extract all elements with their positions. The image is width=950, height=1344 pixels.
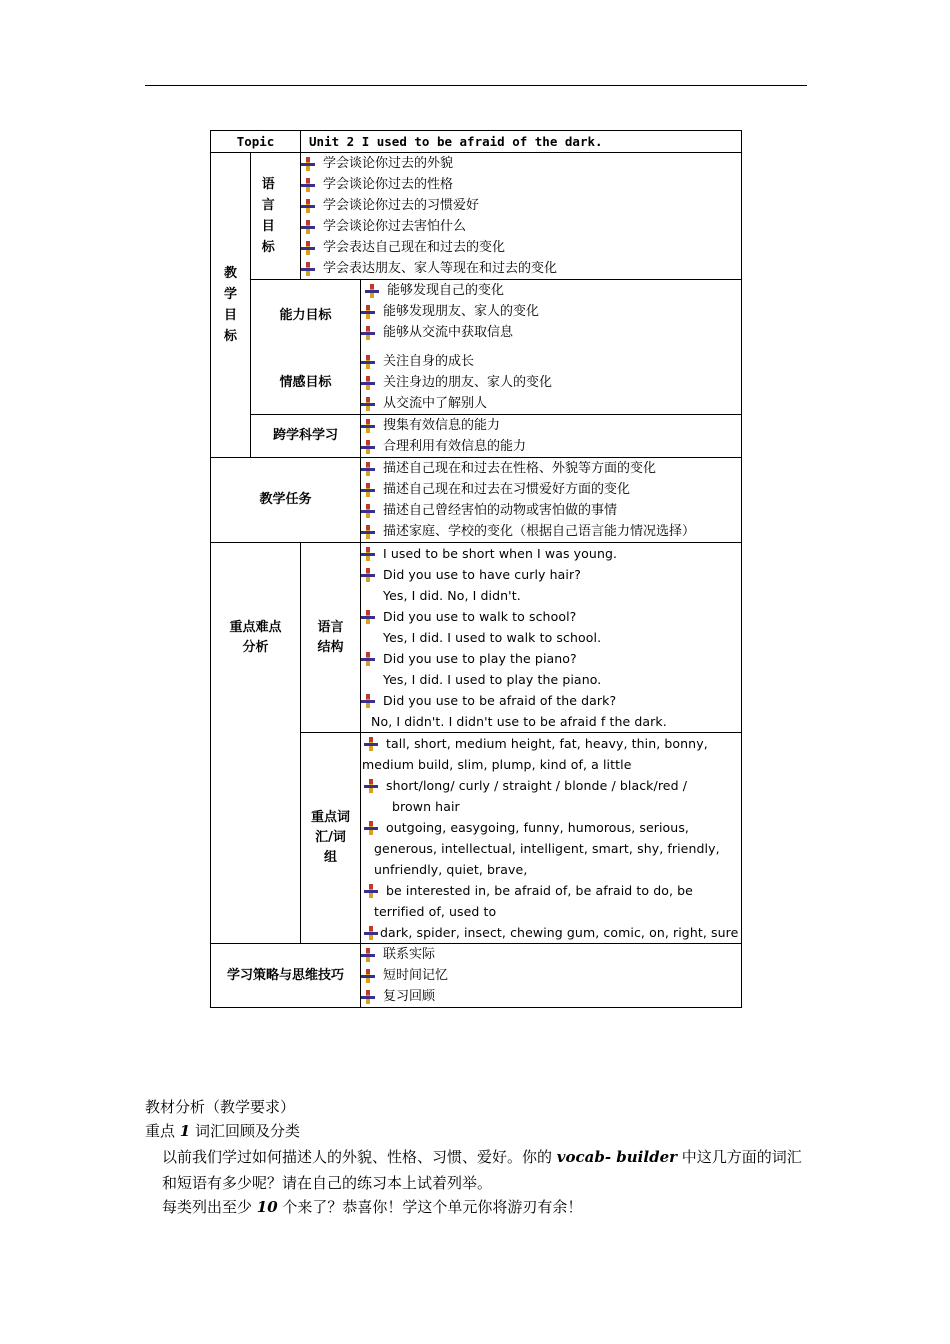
- emotion-goals-label: 情感目标: [279, 375, 332, 390]
- list-item: 学会表达朋友、家人等现在和过去的变化: [301, 258, 741, 279]
- lesson-plan-table: [210, 130, 742, 1008]
- tasks-list: [361, 458, 742, 543]
- structure-list: [361, 543, 742, 733]
- list-item: short/long/ curly / straight / blonde / black/red /: [362, 775, 741, 796]
- bullet-icon: [361, 547, 375, 561]
- bullet-icon: [301, 157, 315, 171]
- bullet-icon: [361, 376, 375, 390]
- list-item: 能够发现朋友、家人的变化: [361, 301, 741, 322]
- list-item: Did you use to have curly hair?: [361, 564, 741, 585]
- list-item: Did you use to play the piano?: [361, 648, 741, 669]
- list-item: 从交流中了解别人: [361, 393, 741, 414]
- list-item: 关注自身的成长: [361, 351, 741, 372]
- bullet-icon: [364, 737, 378, 751]
- list-item: Yes, I did. No, I didn't.: [383, 588, 521, 603]
- topic-label: Topic: [211, 131, 301, 153]
- list-item: 联系实际: [361, 944, 741, 965]
- bullet-icon: [361, 504, 375, 518]
- bullet-icon: [361, 610, 375, 624]
- list-item: Yes, I did. I used to walk to school.: [383, 630, 602, 645]
- bullet-icon: [361, 326, 375, 340]
- key-points-label: 重点难点分析: [211, 543, 301, 944]
- strategy-label: 学习策略与思维技巧: [211, 944, 361, 1008]
- list-item: 合理利用有效信息的能力: [361, 436, 741, 457]
- paragraph-line: 和短语有多少呢？请在自己的练习本上试着列举。: [162, 1174, 493, 1192]
- bullet-icon: [301, 262, 315, 276]
- bullet-icon: [365, 284, 379, 298]
- key-point-heading: 重点 1 词汇回顾及分类: [145, 1122, 300, 1140]
- list-item: 描述家庭、学校的变化（根据自己语言能力情况选择）: [361, 521, 741, 542]
- list-item: I used to be short when I was young.: [361, 543, 741, 564]
- bullet-icon: [361, 440, 375, 454]
- structure-label: 语言结构: [301, 543, 361, 733]
- list-item: Did you use to walk to school?: [361, 606, 741, 627]
- bullet-icon: [361, 419, 375, 433]
- list-item: No, I didn't. I didn't use to be afraid f the dark.: [371, 714, 667, 729]
- list-item: Did you use to be afraid of the dark?: [361, 690, 741, 711]
- language-goals-list: [301, 153, 742, 280]
- list-item: dark, spider, insect, chewing gum, comic, on, right, sure: [362, 922, 741, 943]
- list-item: 能够发现自己的变化: [361, 280, 741, 301]
- bullet-icon: [361, 694, 375, 708]
- list-item: terrified of, used to: [374, 904, 497, 919]
- list-item: Yes, I did. I used to play the piano.: [383, 672, 602, 687]
- section-heading: 教材分析（教学要求）: [145, 1098, 296, 1116]
- language-goals-label: 语言目标: [251, 153, 286, 280]
- list-item: 学会谈论你过去的性格: [301, 174, 741, 195]
- bullet-icon: [364, 926, 378, 940]
- list-item: outgoing, easygoing, funny, humorous, serious,: [362, 817, 741, 838]
- bullet-icon: [301, 241, 315, 255]
- header-rule: [145, 85, 807, 86]
- list-item: 学会表达自己现在和过去的变化: [301, 237, 741, 258]
- list-item: brown hair: [392, 799, 460, 814]
- list-item: 学会谈论你过去害怕什么: [301, 216, 741, 237]
- ability-goals-label: 能力目标: [279, 308, 332, 323]
- vocab-label: 重点词汇/词组: [301, 733, 361, 944]
- bullet-icon: [361, 525, 375, 539]
- bullet-icon: [361, 990, 375, 1004]
- bullet-icon: [361, 969, 375, 983]
- list-item: 描述自己现在和过去在习惯爱好方面的变化: [361, 479, 741, 500]
- tasks-label: 教学任务: [211, 458, 361, 543]
- ability-emotion-list: [361, 280, 742, 415]
- list-item: 描述自己曾经害怕的动物或害怕做的事情: [361, 500, 741, 521]
- bullet-icon: [364, 884, 378, 898]
- list-item: unfriendly, quiet, brave,: [374, 862, 528, 877]
- cross-subject-label: 跨学科学习: [251, 415, 361, 458]
- bullet-icon: [361, 483, 375, 497]
- list-item: 搜集有效信息的能力: [361, 415, 741, 436]
- list-item: 描述自己现在和过去在性格、外貌等方面的变化: [361, 458, 741, 479]
- cross-subject-list: [361, 415, 742, 458]
- list-item: 能够从交流中获取信息: [361, 322, 741, 343]
- vocab-list: [361, 733, 742, 944]
- bullet-icon: [301, 220, 315, 234]
- ability-emotion-labels: [251, 280, 361, 415]
- list-item: 复习回顾: [361, 986, 741, 1007]
- goals-label: 教学目标: [211, 153, 251, 458]
- list-item: generous, intellectual, intelligent, smart, shy, friendly,: [374, 841, 720, 856]
- bullet-icon: [361, 652, 375, 666]
- list-item: 学会谈论你过去的习惯爱好: [301, 195, 741, 216]
- bullet-icon: [364, 821, 378, 835]
- list-item: medium build, slim, plump, kind of, a little: [362, 757, 632, 772]
- bullet-icon: [301, 178, 315, 192]
- list-item: 学会谈论你过去的外貌: [301, 153, 741, 174]
- paragraph-line: 每类列出至少 10 个来了？恭喜你！学这个单元你将游刃有余！: [162, 1198, 583, 1216]
- bullet-icon: [361, 355, 375, 369]
- list-item: 短时间记忆: [361, 965, 741, 986]
- bullet-icon: [361, 462, 375, 476]
- list-item: 关注身边的朋友、家人的变化: [361, 372, 741, 393]
- strategy-list: [361, 944, 742, 1008]
- list-item: tall, short, medium height, fat, heavy, thin, bonny,: [362, 733, 741, 754]
- paragraph-line: 以前我们学过如何描述人的外貌、性格、习惯、爱好。你的 vocab- builder 中这几方面的词汇: [162, 1148, 802, 1166]
- bullet-icon: [361, 568, 375, 582]
- bullet-icon: [361, 305, 375, 319]
- bullet-icon: [361, 397, 375, 411]
- bullet-icon: [361, 948, 375, 962]
- bullet-icon: [301, 199, 315, 213]
- bullet-icon: [364, 779, 378, 793]
- list-item: be interested in, be afraid of, be afraid to do, be: [362, 880, 741, 901]
- unit-title: Unit 2 I used to be afraid of the dark.: [301, 131, 742, 153]
